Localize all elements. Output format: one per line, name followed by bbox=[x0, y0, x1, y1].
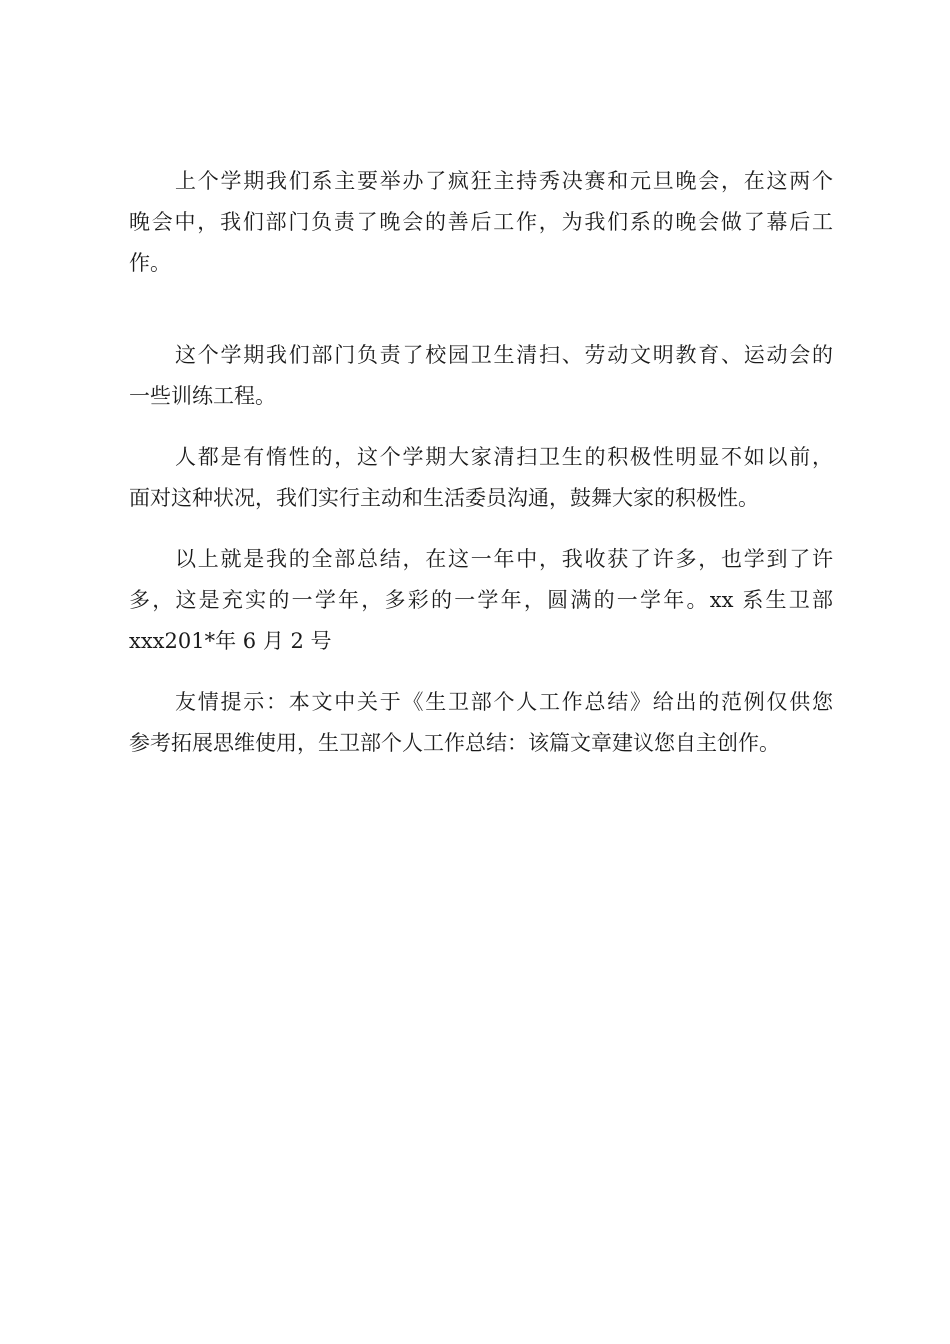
paragraph-line: 以上就是我的全部总结，在这一年中，我收获了许多，也学到了许 bbox=[175, 547, 833, 571]
paragraph-line: 面对这种状况，我们实行主动和生活委员沟通，鼓舞大家的积极性。 bbox=[129, 486, 759, 510]
paragraph-line: 友情提示：本文中关于《生卫部个人工作总结》给出的范例仅供您 bbox=[175, 690, 833, 714]
paragraph-line: 一些训练工程。 bbox=[129, 384, 276, 408]
paragraph-5 bbox=[129, 682, 833, 764]
paragraph-line: 多，这是充实的一学年，多彩的一学年，圆满的一学年。xx 系生卫部 bbox=[129, 588, 833, 612]
paragraph-line: 人都是有惰性的，这个学期大家清扫卫生的积极性明显不如以前， bbox=[175, 445, 833, 469]
paragraph-2 bbox=[129, 335, 833, 417]
paragraph-line: xxx201*年 6 月 2 号 bbox=[129, 629, 332, 653]
paragraph-line: 上个学期我们系主要举办了疯狂主持秀决赛和元旦晚会，在这两个 bbox=[175, 169, 833, 193]
paragraph-4 bbox=[129, 539, 833, 662]
paragraph-1 bbox=[129, 161, 833, 284]
paragraph-line: 这个学期我们部门负责了校园卫生清扫、劳动文明教育、运动会的 bbox=[175, 343, 833, 367]
paragraph-line: 参考拓展思维使用，生卫部个人工作总结：该篇文章建议您自主创作。 bbox=[129, 731, 780, 755]
paragraph-3 bbox=[129, 437, 833, 519]
paragraph-line: 晚会中，我们部门负责了晚会的善后工作，为我们系的晚会做了幕后工 bbox=[129, 210, 833, 234]
paragraph-line: 作。 bbox=[129, 251, 171, 275]
